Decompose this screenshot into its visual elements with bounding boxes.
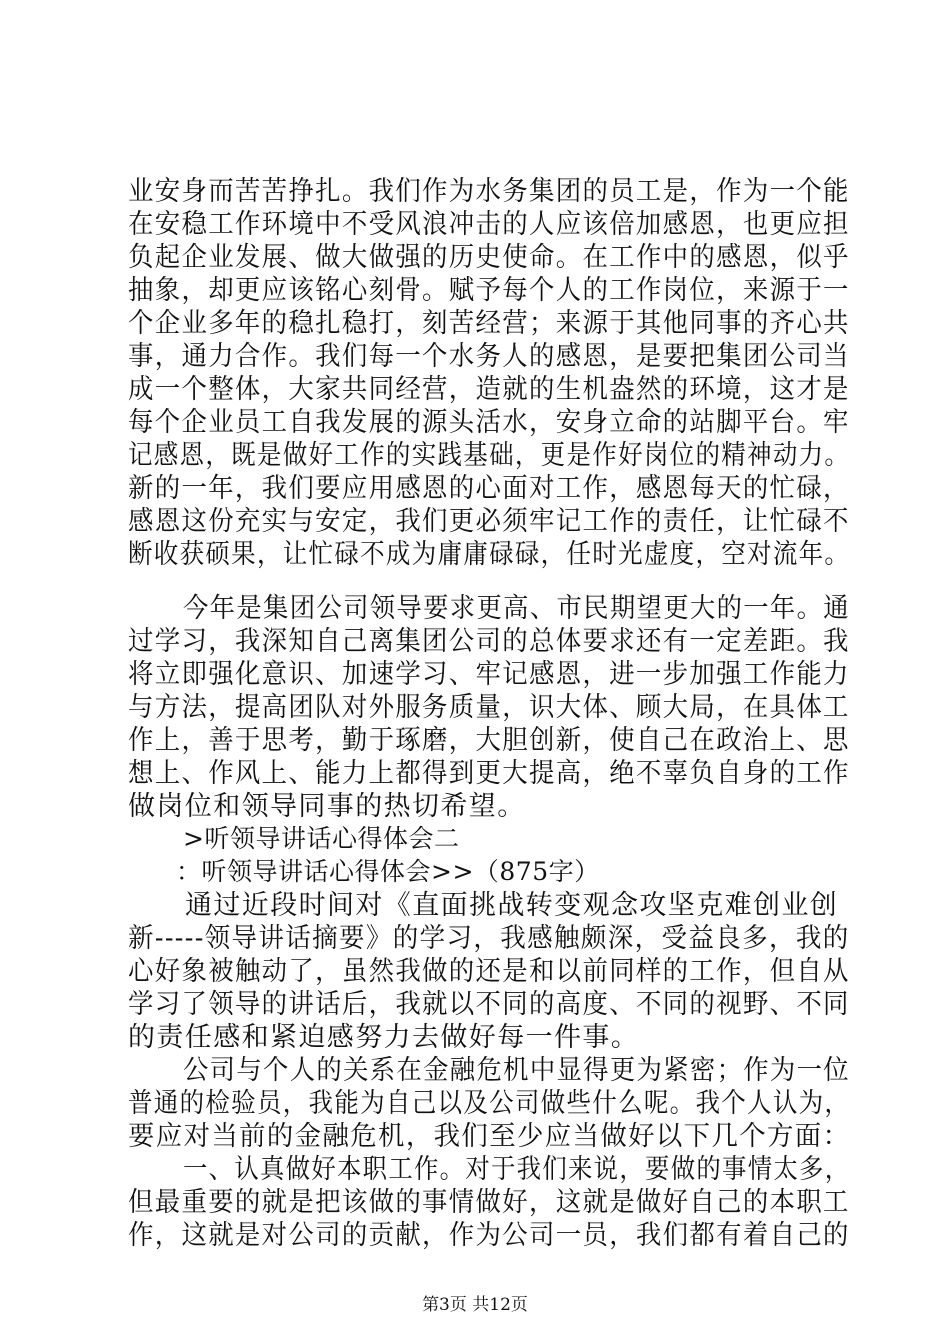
text-line: 作上，善于思考，勤于琢磨，大胆创新，使自己在政治上、思 bbox=[128, 725, 850, 756]
text-line: 作，这就是对公司的贡献，作为公司一员，我们都有着自己的 bbox=[128, 1220, 850, 1251]
text-line: 心好象被触动了，虽然我做的还是和以前同样的工作，但自从 bbox=[128, 956, 850, 987]
text-line: 业安身而苦苦挣扎。我们作为水务集团的员工是，作为一个能 bbox=[128, 176, 850, 207]
text-line: 过学习，我深知自己离集团公司的总体要求还有一定差距。我 bbox=[128, 626, 850, 657]
text-line: 断收获硕果，让忙碌不成为庸庸碌碌，任时光虚度，空对流年。 bbox=[128, 539, 851, 570]
text-line: 想上、作风上、能力上都得到更大提高，绝不辜负自身的工作 bbox=[128, 758, 850, 789]
text-line: 普通的检验员，我能为自己以及公司做些什么呢。我个人认为， bbox=[128, 1088, 851, 1119]
text-line: 事，通力合作。我们每一个水务人的感恩，是要把集团公司当 bbox=[128, 341, 850, 372]
text-line: 通过近段时间对《直面挑战转变观念攻坚克难创业创 bbox=[185, 890, 839, 921]
text-line: 记感恩，既是做好工作的实践基础，更是作好岗位的精神动力。 bbox=[128, 440, 851, 471]
text-line: 新-----领导讲话摘要》的学习，我感触颇深，受益良多，我的 bbox=[128, 923, 850, 954]
text-line: 与方法，提高团队对外服务质量，识大体、顾大局，在具体工 bbox=[128, 692, 850, 723]
page-number-footer: 第3页 共12页 bbox=[422, 1295, 528, 1315]
text-line: 要应对当前的金融危机，我们至少应当做好以下几个方面： bbox=[128, 1121, 851, 1152]
section-subheading: ：听领导讲话心得体会>>（875字） bbox=[176, 857, 600, 886]
text-line: 将立即强化意识、加速学习、牢记感恩，进一步加强工作能力 bbox=[128, 659, 850, 690]
section-heading: >听领导讲话心得体会二 bbox=[183, 824, 460, 853]
text-line: 每个企业员工自我发展的源头活水，安身立命的站脚平台。牢 bbox=[128, 407, 850, 438]
text-line: 成一个整体，大家共同经营，造就的生机盎然的环境，这才是 bbox=[128, 374, 850, 405]
text-line: 今年是集团公司领导要求更高、市民期望更大的一年。通 bbox=[183, 593, 850, 624]
text-line: 学习了领导的讲话后，我就以不同的高度、不同的视野、不同 bbox=[128, 989, 850, 1020]
text-line: 抽象，却更应该铭心刻骨。赋予每个人的工作岗位，来源于一 bbox=[128, 275, 850, 306]
text-line: 做岗位和领导同事的热切希望。 bbox=[128, 791, 526, 822]
text-line: 感恩这份充实与安定，我们更必须牢记工作的责任，让忙碌不 bbox=[128, 506, 850, 537]
text-line: 在安稳工作环境中不受风浪冲击的人应该倍加感恩，也更应担 bbox=[128, 209, 850, 240]
text-line: 负起企业发展、做大做强的历史使命。在工作中的感恩，似乎 bbox=[128, 242, 850, 273]
text-line: 公司与个人的关系在金融危机中显得更为紧密；作为一位 bbox=[183, 1055, 850, 1086]
text-line: 但最重要的就是把该做的事情做好，这就是做好自己的本职工 bbox=[128, 1187, 850, 1218]
text-line: 个企业多年的稳扎稳打，刻苦经营；来源于其他同事的齐心共 bbox=[128, 308, 850, 339]
text-line: 的责任感和紧迫感努力去做好每一件事。 bbox=[128, 1022, 640, 1053]
text-line: 新的一年，我们要应用感恩的心面对工作，感恩每天的忙碌， bbox=[128, 473, 850, 504]
text-line: 一、认真做好本职工作。对于我们来说，要做的事情太多， bbox=[183, 1154, 851, 1185]
